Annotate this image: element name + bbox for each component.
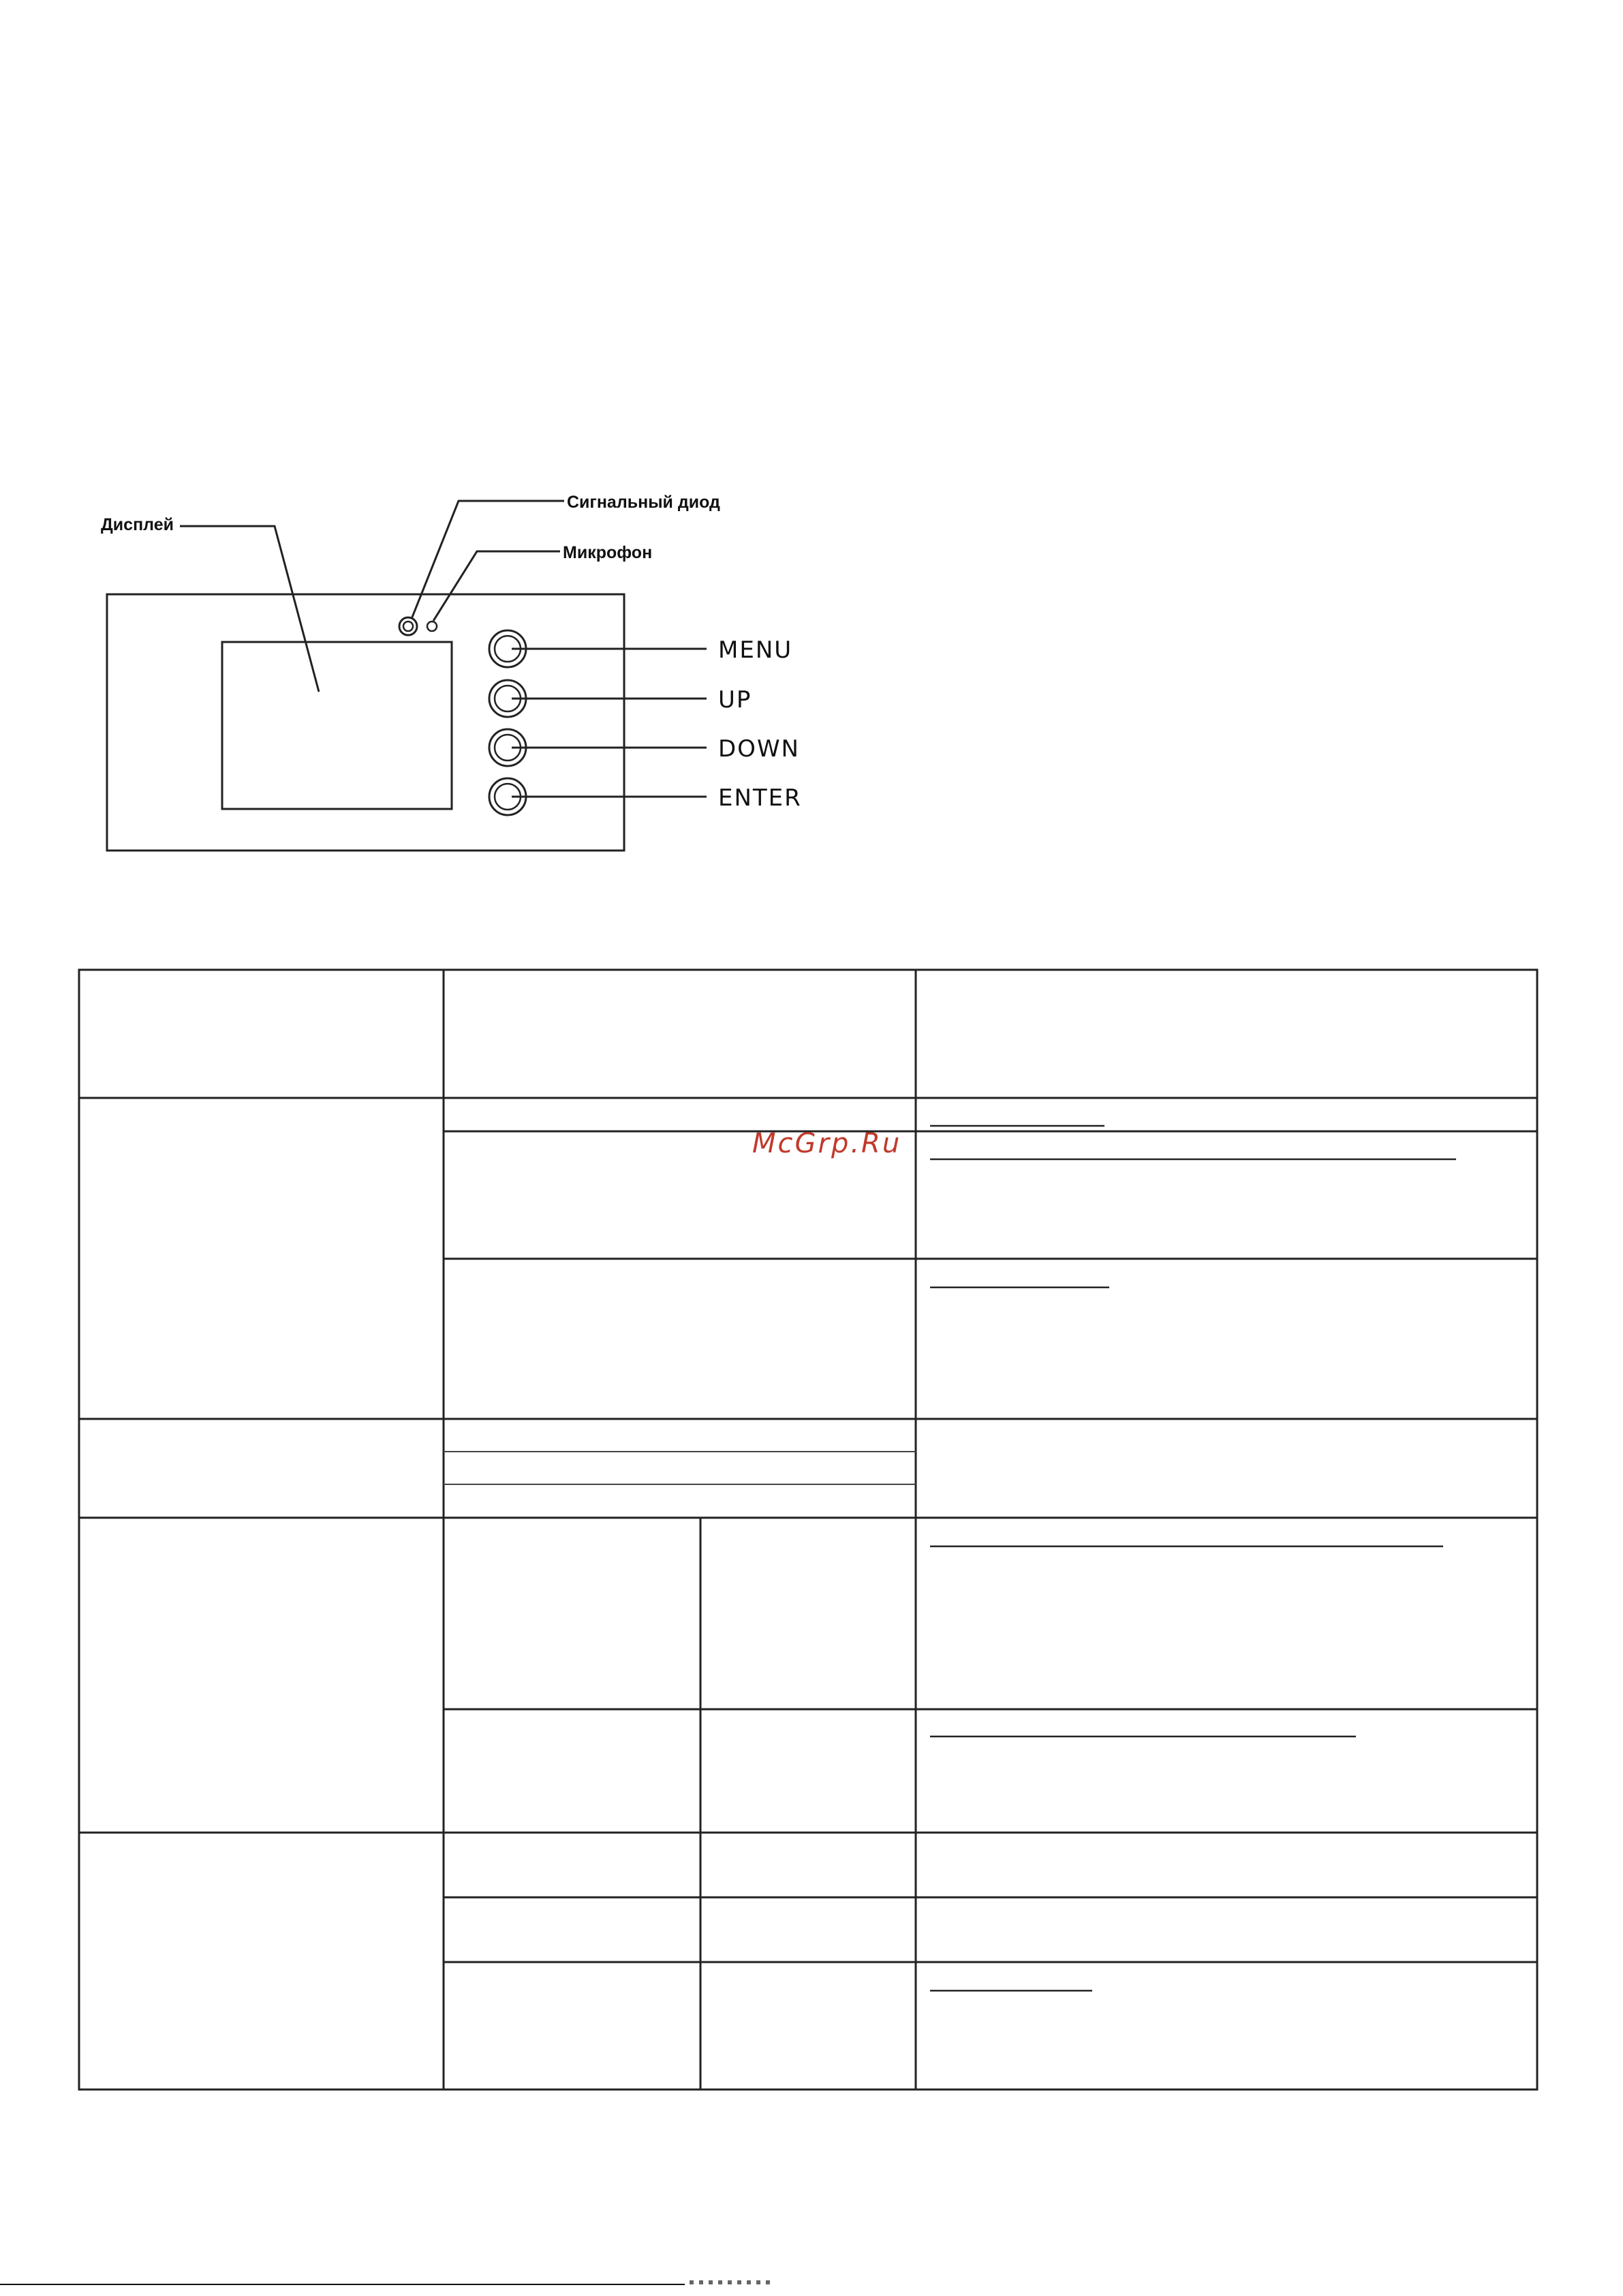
- watermark: McGrp.Ru: [752, 1128, 902, 1159]
- enter-button-label: ENTER: [718, 784, 802, 812]
- down-button-label: DOWN: [718, 735, 800, 763]
- microphone-icon: [427, 622, 437, 631]
- signal-led-leader-line: [412, 501, 564, 619]
- display-leader-line: [180, 526, 319, 692]
- enter-button-icon: [489, 778, 707, 815]
- up-button-label: UP: [718, 686, 752, 714]
- menu-button-icon: [489, 630, 707, 667]
- menu-button-label: MENU: [718, 637, 793, 664]
- signal-led-label: Сигнальный диод: [567, 493, 720, 512]
- display-screen: [222, 642, 452, 809]
- footer-rule: [0, 2284, 685, 2285]
- microphone-leader-line: [433, 551, 560, 621]
- up-button-icon: [489, 680, 707, 717]
- signal-led-icon: [399, 617, 417, 635]
- device-diagram: [0, 0, 1623, 954]
- microphone-label: Микрофон: [563, 543, 653, 562]
- device-housing: [107, 594, 624, 851]
- down-button-icon: [489, 729, 707, 766]
- display-label: Дисплей: [101, 515, 174, 534]
- footer-dots: [690, 2280, 771, 2284]
